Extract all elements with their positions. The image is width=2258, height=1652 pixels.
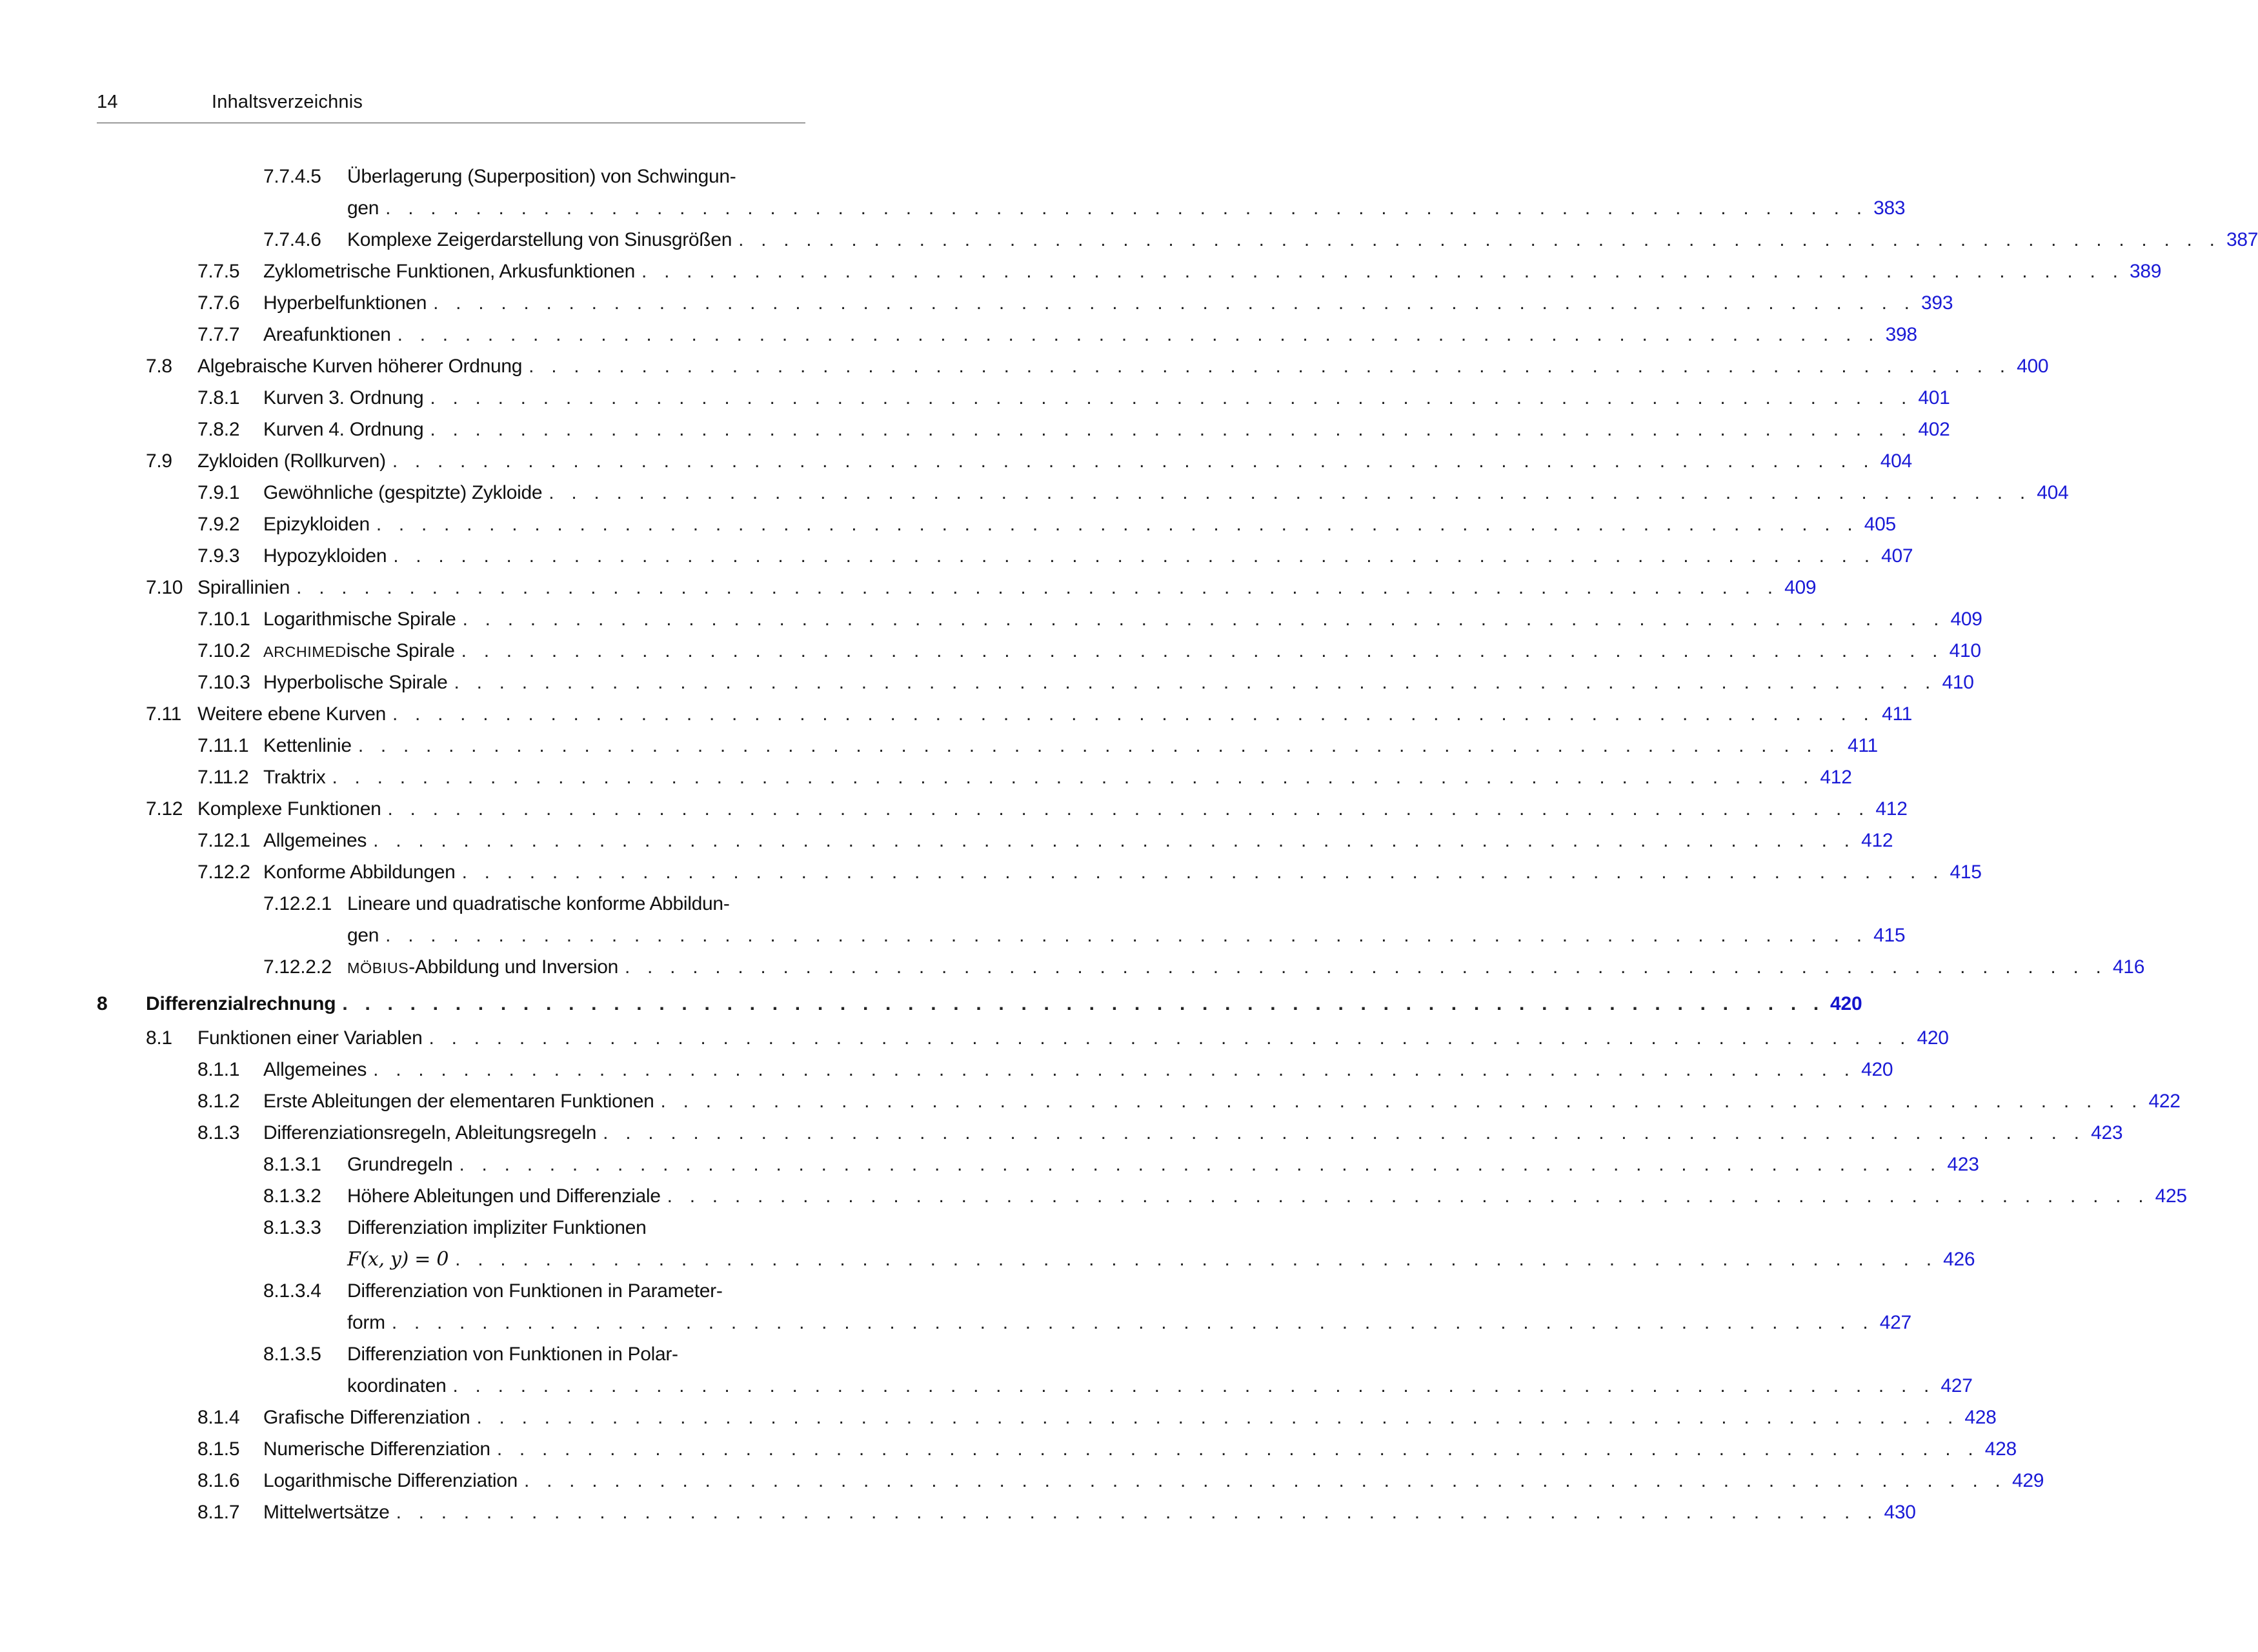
toc-entry[interactable] [263,1277,805,1305]
section-title-text: Höhere Ableitungen und Differenziale [347,1185,661,1207]
section-number: 7.7.7 [197,324,240,345]
section-title-text: Logarithmische Spirale [263,609,456,630]
section-title [263,637,461,666]
dot-leader: . . . . . . . . . . . . . . . . . . . . . . . . . . . . . . . . . . . . . . . . . . . . . . . . . . . . . . . . . . . . . . . . . . [454,672,1937,693]
section-title-text: Numerische Differenziation [263,1438,490,1460]
section-title [263,289,433,317]
toc-entry[interactable] [263,953,2145,982]
section-title-text: Differenziation von Funktionen in Polar- [347,1344,678,1365]
toc-entry[interactable] [197,542,1913,570]
toc-entry[interactable] [197,858,1982,887]
page-link[interactable]: 401 [1918,387,1950,408]
section-title-text: Differenzialrechnung [146,993,336,1014]
section-title-text: Zykloiden (Rollkurven) [197,450,386,472]
dot-leader: . . . . . . . . . . . . . . . . . . . . . . . . . . . . . . . . . . . . . . . . . . . . . . . . . . . . . . . . . . . . . . . . . . [549,482,2031,503]
section-number: 8.1.3.1 [263,1154,321,1175]
toc-entry[interactable] [146,1024,1949,1053]
small-caps-name: ARCHIMED [263,643,347,660]
dot-leader: . . . . . . . . . . . . . . . . . . . . . . . . . . . . . . . . . . . . . . . . . . . . . . . . . . . . . . . . . . . . . . . . . . [624,956,2108,978]
section-number: 7.8.1 [197,387,240,408]
section-number: 7.8 [146,356,172,377]
section-title-text: Kurven 3. Ordnung [263,387,424,408]
section-number: 7.10 [146,577,183,598]
section-title [197,700,392,729]
page-link[interactable]: 412 [1861,830,1893,851]
toc-entry[interactable] [197,1119,2123,1147]
toc-entry[interactable] [146,352,2049,381]
section-title [263,1404,476,1432]
section-title [347,226,738,254]
toc-entry[interactable] [197,1435,2017,1464]
toc-entry[interactable] [263,1151,1979,1179]
section-title [197,352,529,381]
section-number: 7.12.2 [197,861,250,883]
dot-leader: . . . . . . . . . . . . . . . . . . . . . . . . . . . . . . . . . . . . . . . . . . . . . . . . . . . . . . . . . . . . . . . . . . [660,1091,2143,1112]
section-number: 8.1.3.2 [263,1185,321,1207]
section-title [347,1277,729,1305]
page-link[interactable]: 423 [2091,1122,2123,1143]
section-number: 7.10.1 [197,609,250,630]
section-title [347,1151,459,1179]
section-title-text: Konforme Abbildungen [263,861,456,883]
section-title-text: Weitere ebene Kurven [197,703,386,725]
toc-entry[interactable] [197,321,1917,349]
section-title-text: Mittelwertsätze [263,1502,390,1523]
section-title-text: Zyklometrische Funktionen, Arkusfunktionen [263,261,636,282]
section-title [347,1340,685,1369]
page-link[interactable]: 428 [1964,1407,1997,1428]
section-title-text: Differenziation von Funktionen in Parameter- [347,1280,723,1302]
section-title [263,1087,661,1116]
toc-entry-continuation[interactable] [347,922,1906,950]
section-title-text: Hyperbolische Spirale [263,672,448,693]
section-number: 7.9.1 [197,482,240,503]
section-title-text: Komplexe Zeigerdarstellung von Sinusgrößen [347,229,732,250]
page-link[interactable]: 412 [1875,798,1908,820]
section-title-text: Grafische Differenziation [263,1407,470,1428]
section-title-text: Hypozykloiden [263,545,387,567]
toc-entry[interactable] [197,1498,1916,1527]
dot-leader: . . . . . . . . . . . . . . . . . . . . . . . . . . . . . . . . . . . . . . . . . . . . . . . . . . . . . . . . . . . . . . . . . . [396,1502,1879,1523]
page-link[interactable]: 416 [2112,956,2145,978]
toc-entry[interactable] [197,510,1896,539]
dot-leader: . . . . . . . . . . . . . . . . . . . . . . . . . . . . . . . . . . . . . . . . . . . . . . . . . . . . . . . . . . . . . . . . . . [459,1154,1942,1175]
section-title [263,827,373,855]
section-title [197,795,387,823]
section-title-text: Spirallinien [197,577,290,598]
section-title [263,257,641,286]
section-title-text: Logarithmische Differenziation [263,1470,518,1491]
dot-leader: . . . . . . . . . . . . . . . . . . . . . . . . . . . . . . . . . . . . . . . . . . . . . . . . . . . . . . . . . . . . . . . . . . [296,577,1779,598]
section-title [263,605,463,634]
toc-entry[interactable] [197,1087,2181,1116]
section-title [263,1435,497,1464]
dot-leader: . . . . . . . . . . . . . . . . . . . . . . . . . . . . . . . . . . . . . . . . . . . . . . . . . . . . . . . . . . . . . . . . . . [392,703,1875,725]
section-number: 8.1.2 [197,1091,240,1112]
section-title [263,732,358,760]
toc-entry[interactable] [197,257,2162,286]
page-link[interactable]: 389 [2129,261,2162,282]
toc-entry[interactable] [197,763,1852,792]
section-number: 8.1.5 [197,1438,240,1460]
page-link[interactable]: 425 [2155,1185,2187,1207]
section-title [347,1182,667,1211]
page-link[interactable]: 383 [1873,197,1906,219]
dot-leader: . . . . . . . . . . . . . . . . . . . . . . . . . . . . . . . . . . . . . . . . . . . . . . . . . . . . . . . . . . . . . . . . . . [385,197,1868,219]
toc-entry[interactable] [197,416,1950,444]
dot-leader: . . . . . . . . . . . . . . . . . . . . . . . . . . . . . . . . . . . . . . . . . . . . . . . . . . . . . . . . . . . . . . . . . . [397,324,1880,345]
dot-leader: . . . . . . . . . . . . . . . . . . . . . . . . . . . . . . . . . . . . . . . . . . . . . . . . . . . . . . . . . . . . . . . . . . [393,545,1876,567]
toc-entry[interactable] [197,637,1981,665]
page-link[interactable]: 400 [2017,356,2049,377]
page-link[interactable]: 430 [1884,1502,1916,1523]
section-title [347,890,736,918]
toc-entry[interactable] [263,1340,805,1369]
dot-leader: . . . . . . . . . . . . . . . . . . . . . . . . . . . . . . . . . . . . . . . . . . . . . . . . . . . . . . . . . . . . . . . . . . [430,419,1913,440]
section-title [263,1119,603,1147]
section-number: 8.1.3.4 [263,1280,321,1302]
page-link[interactable]: 420 [1861,1059,1893,1080]
toc-entry[interactable] [146,700,1913,729]
section-number: 7.7.6 [197,292,240,314]
section-number: 8.1.3.5 [263,1344,321,1365]
page-link[interactable]: 429 [2011,1470,2044,1491]
toc-entry-continuation[interactable] [347,1309,1911,1337]
page-link[interactable]: 387 [2226,229,2258,250]
dot-leader: . . . . . . . . . . . . . . . . . . . . . . . . . . . . . . . . . . . . . . . . . . . . . . . . . . . . . . . . . . . . . . . . . . [342,993,1825,1014]
section-title-text: Grundregeln [347,1154,453,1175]
section-number: 8.1.4 [197,1407,240,1428]
toc-entry[interactable] [263,890,805,918]
header-title: Inhaltsverzeichnis [212,92,363,112]
section-title-text: Gewöhnliche (gespitzte) Zykloide [263,482,543,503]
section-number: 8 [97,993,108,1014]
section-number: 8.1.3 [197,1122,240,1143]
section-title-text: Areafunktionen [263,324,391,345]
page-link[interactable]: 398 [1885,324,1917,345]
section-title [197,447,392,476]
toc-entry[interactable] [197,1404,1997,1432]
toc-entry[interactable] [263,1214,805,1242]
section-number: 7.8.2 [197,419,240,440]
toc-entry[interactable] [197,669,1974,697]
section-title-text: Epizykloiden [263,514,370,535]
dot-leader: . . . . . . . . . . . . . . . . . . . . . . . . . . . . . . . . . . . . . . . . . . . . . . . . . . . . . . . . . . . . . . . . . . [524,1470,2007,1491]
section-title-text: Überlagerung (Superposition) von Schwingun- [347,166,736,187]
section-title-continuation: gen [347,197,379,219]
dot-leader: . . . . . . . . . . . . . . . . . . . . . . . . . . . . . . . . . . . . . . . . . . . . . . . . . . . . . . . . . . . . . . . . . . [358,735,1840,756]
toc-entry[interactable] [197,1467,2044,1495]
toc-entry[interactable] [197,827,1893,855]
section-title [263,1498,396,1527]
page-link[interactable]: 423 [1947,1154,1979,1175]
small-caps-name: MÖBIUS [347,960,409,976]
page-link[interactable]: 427 [1879,1312,1911,1333]
dot-leader: . . . . . . . . . . . . . . . . . . . . . . . . . . . . . . . . . . . . . . . . . . . . . . . . . . . . . . . . . . . . . . . . . . [455,1249,1938,1270]
page-link[interactable]: 422 [2148,1091,2181,1112]
section-title [263,384,430,412]
dot-leader: . . . . . . . . . . . . . . . . . . . . . . . . . . . . . . . . . . . . . . . . . . . . . . . . . . . . . . . . . . . . . . . . . . [376,514,1859,535]
toc-entry-continuation[interactable] [347,1245,1975,1274]
page-link[interactable]: 411 [1847,735,1878,756]
page-link[interactable]: 402 [1918,419,1950,440]
section-title [263,479,549,507]
page-link[interactable]: 407 [1881,545,1913,567]
page-link[interactable]: 415 [1950,861,1982,883]
page-number: 14 [97,92,118,112]
section-title-text: Kettenlinie [263,735,352,756]
page-link[interactable]: 410 [1942,672,1974,693]
dot-leader: . . . . . . . . . . . . . . . . . . . . . . . . . . . . . . . . . . . . . . . . . . . . . . . . . . . . . . . . . . . . . . . . . . [433,292,1916,314]
section-title-text: Kurven 4. Ordnung [263,419,424,440]
dot-leader: . . . . . . . . . . . . . . . . . . . . . . . . . . . . . . . . . . . . . . . . . . . . . . . . . . . . . . . . . . . . . . . . . . [461,640,1944,661]
section-number: 7.12.2.2 [263,956,332,978]
section-number: 7.11.1 [197,735,249,756]
page-link[interactable]: 410 [1949,640,1981,661]
dot-leader: . . . . . . . . . . . . . . . . . . . . . . . . . . . . . . . . . . . . . . . . . . . . . . . . . . . . . . . . . . . . . . . . . . [387,798,1870,820]
toc-entry[interactable] [197,384,1950,412]
section-title [263,1467,524,1495]
dot-leader: . . . . . . . . . . . . . . . . . . . . . . . . . . . . . . . . . . . . . . . . . . . . . . . . . . . . . . . . . . . . . . . . . . [476,1407,1959,1428]
section-title-continuation: gen [347,925,379,946]
section-number: 7.9 [146,450,172,472]
dot-leader: . . . . . . . . . . . . . . . . . . . . . . . . . . . . . . . . . . . . . . . . . . . . . . . . . . . . . . . . . . . . . . . . . . [391,1312,1874,1333]
section-number: 7.7.5 [197,261,240,282]
section-title-text: Hyperbelfunktionen [263,292,427,314]
dot-leader: . . . . . . . . . . . . . . . . . . . . . . . . . . . . . . . . . . . . . . . . . . . . . . . . . . . . . . . . . . . . . . . . . . [332,767,1815,788]
page-link[interactable]: 405 [1864,514,1896,535]
section-title-text: Allgemeines [263,1059,367,1080]
section-title-text: Komplexe Funktionen [197,798,381,820]
section-title [263,510,376,539]
section-title [197,1024,429,1053]
section-number: 8.1 [146,1027,172,1049]
section-title-text: ische Spirale [346,640,455,661]
dot-leader: . . . . . . . . . . . . . . . . . . . . . . . . . . . . . . . . . . . . . . . . . . . . . . . . . . . . . . . . . . . . . . . . . . [667,1185,2150,1207]
section-title [263,763,332,792]
page-link[interactable]: 428 [1984,1438,2017,1460]
dot-leader: . . . . . . . . . . . . . . . . . . . . . . . . . . . . . . . . . . . . . . . . . . . . . . . . . . . . . . . . . . . . . . . . . . [385,925,1868,946]
section-title-text: -Abbildung und Inversion [408,956,618,978]
toc-chapter-entry[interactable] [97,990,1862,1018]
toc-entry[interactable] [263,226,2258,254]
section-number: 7.12.2.1 [263,893,332,914]
page-link[interactable]: 420 [1917,1027,1949,1049]
toc-entry[interactable] [263,1182,2187,1211]
section-title [263,858,462,887]
dot-leader: . . . . . . . . . . . . . . . . . . . . . . . . . . . . . . . . . . . . . . . . . . . . . . . . . . . . . . . . . . . . . . . . . . [738,229,2221,250]
page-link[interactable]: 412 [1820,767,1852,788]
section-number: 8.1.6 [197,1470,240,1491]
section-title [263,542,393,570]
dot-leader: . . . . . . . . . . . . . . . . . . . . . . . . . . . . . . . . . . . . . . . . . . . . . . . . . . . . . . . . . . . . . . . . . . [529,356,2011,377]
section-title-continuation: koordinaten [347,1375,447,1396]
section-title [263,321,398,349]
dot-leader: . . . . . . . . . . . . . . . . . . . . . . . . . . . . . . . . . . . . . . . . . . . . . . . . . . . . . . . . . . . . . . . . . . [373,830,1856,851]
section-number: 7.9.2 [197,514,240,535]
page-link[interactable]: 426 [1943,1249,1975,1270]
section-title [263,1056,373,1084]
section-number: 8.1.7 [197,1502,240,1523]
toc-entry-continuation[interactable] [347,1372,1973,1400]
section-title [347,953,625,982]
dot-leader: . . . . . . . . . . . . . . . . . . . . . . . . . . . . . . . . . . . . . . . . . . . . . . . . . . . . . . . . . . . . . . . . . . [496,1438,1979,1460]
page-link[interactable]: 393 [1921,292,1953,314]
section-title-text: Lineare und quadratische konforme Abbildun- [347,893,730,914]
toc-entry[interactable] [197,289,1953,317]
section-number: 7.7.4.5 [263,166,321,187]
toc-entry[interactable] [146,795,1908,823]
section-number: 7.12 [146,798,183,820]
section-number: 7.7.4.6 [263,229,321,250]
page-link[interactable]: 409 [1784,577,1817,598]
section-title-text: Allgemeines [263,830,367,851]
dot-leader: . . . . . . . . . . . . . . . . . . . . . . . . . . . . . . . . . . . . . . . . . . . . . . . . . . . . . . . . . . . . . . . . . . [603,1122,2086,1143]
page-link[interactable]: 411 [1882,703,1913,725]
section-title [263,416,430,444]
toc-entry[interactable] [197,1056,1893,1084]
section-title-continuation: F(x, y) = 0 [347,1248,449,1271]
dot-leader: . . . . . . . . . . . . . . . . . . . . . . . . . . . . . . . . . . . . . . . . . . . . . . . . . . . . . . . . . . . . . . . . . . [392,450,1875,472]
toc-entry[interactable] [197,605,1982,634]
page-link[interactable]: 415 [1873,925,1906,946]
section-number: 7.10.3 [197,672,250,693]
page-link[interactable]: 409 [1950,609,1982,630]
section-title-text: Differenziation impliziter Funktionen [347,1217,647,1238]
page-link[interactable]: 404 [2037,482,2069,503]
section-number: 8.1.1 [197,1059,240,1080]
toc-entry[interactable] [263,163,805,191]
toc-entry[interactable] [197,732,1878,760]
dot-leader: . . . . . . . . . . . . . . . . . . . . . . . . . . . . . . . . . . . . . . . . . . . . . . . . . . . . . . . . . . . . . . . . . . [462,609,1945,630]
section-number: 7.9.3 [197,545,240,567]
section-title [146,990,342,1018]
dot-leader: . . . . . . . . . . . . . . . . . . . . . . . . . . . . . . . . . . . . . . . . . . . . . . . . . . . . . . . . . . . . . . . . . . [641,261,2124,282]
section-title-text: Erste Ableitungen der elementaren Funktionen [263,1091,654,1112]
dot-leader: . . . . . . . . . . . . . . . . . . . . . . . . . . . . . . . . . . . . . . . . . . . . . . . . . . . . . . . . . . . . . . . . . . [373,1059,1856,1080]
section-title-text: Traktrix [263,767,326,788]
page-link[interactable]: 420 [1830,993,1862,1014]
dot-leader: . . . . . . . . . . . . . . . . . . . . . . . . . . . . . . . . . . . . . . . . . . . . . . . . . . . . . . . . . . . . . . . . . . [430,387,1913,408]
section-number: 7.10.2 [197,640,250,661]
section-title-text: Funktionen einer Variablen [197,1027,423,1049]
section-number: 7.11.2 [197,767,249,788]
section-title-continuation: form [347,1312,385,1333]
toc-entry[interactable] [146,574,1817,602]
section-title-text: Differenziationsregeln, Ableitungsregeln [263,1122,597,1143]
toc-entry[interactable] [146,447,1912,476]
section-number: 7.12.1 [197,830,250,851]
section-title [347,163,742,191]
dot-leader: . . . . . . . . . . . . . . . . . . . . . . . . . . . . . . . . . . . . . . . . . . . . . . . . . . . . . . . . . . . . . . . . . . [452,1375,1935,1396]
section-number: 7.11 [146,703,181,725]
toc-entry[interactable] [197,479,2069,507]
dot-leader: . . . . . . . . . . . . . . . . . . . . . . . . . . . . . . . . . . . . . . . . . . . . . . . . . . . . . . . . . . . . . . . . . . [428,1027,1911,1049]
page-link[interactable]: 404 [1880,450,1912,472]
section-title [263,669,454,697]
page-link[interactable]: 427 [1940,1375,1973,1396]
toc-entry-continuation[interactable] [347,194,1906,223]
section-title [347,1214,653,1242]
section-number: 8.1.3.3 [263,1217,321,1238]
section-title [197,574,296,602]
section-title-text: Algebraische Kurven höherer Ordnung [197,356,523,377]
dot-leader: . . . . . . . . . . . . . . . . . . . . . . . . . . . . . . . . . . . . . . . . . . . . . . . . . . . . . . . . . . . . . . . . . . [461,861,1944,883]
